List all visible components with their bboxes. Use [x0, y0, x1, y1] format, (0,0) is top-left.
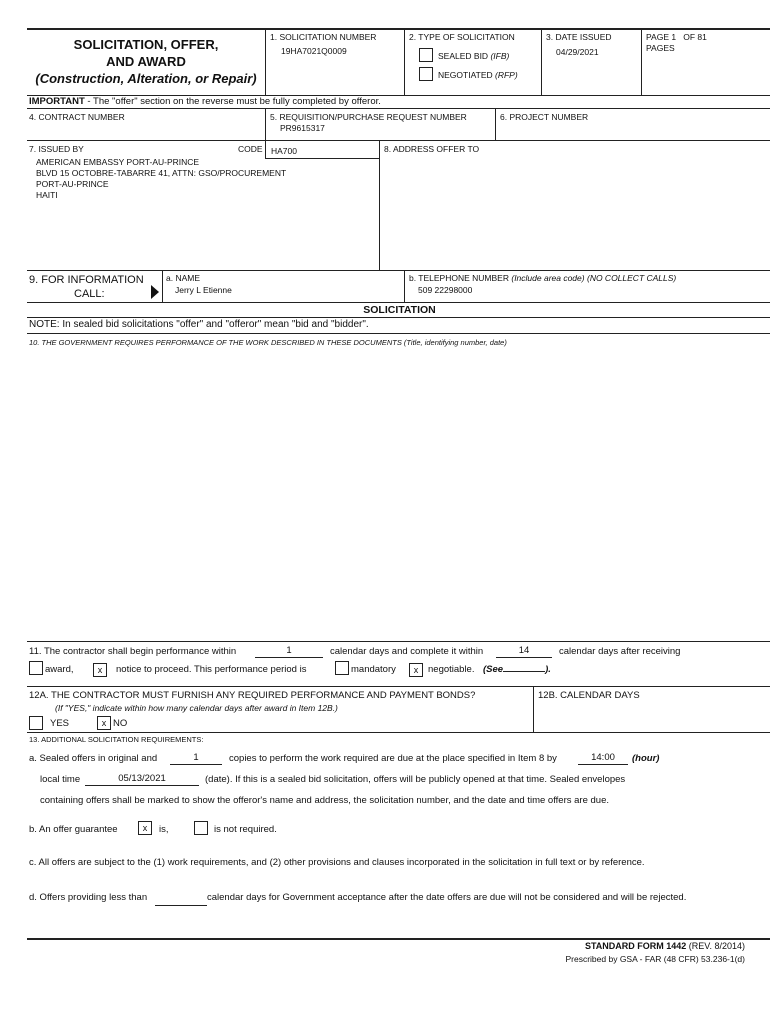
mandatory-label: mandatory	[351, 664, 396, 675]
divider	[27, 270, 770, 271]
box5-label: 5. REQUISITION/PURCHASE REQUEST NUMBER	[270, 112, 467, 122]
bonds-yes-label: YES	[50, 718, 70, 729]
divider	[27, 686, 770, 687]
divider	[162, 270, 163, 302]
date-issued: 04/29/2021	[556, 47, 599, 57]
guarantee-not-checkbox[interactable]	[194, 821, 208, 835]
divider	[27, 732, 770, 733]
item13a-date-text: (date). If this is a sealed bid solicitation, offers will be publicly opened at that time. Sealed envelopes	[205, 774, 626, 785]
phone-number: 509 22298000	[418, 285, 473, 295]
box2-label: 2. TYPE OF SOLICITATION	[409, 32, 515, 42]
item13a-mid: copies to perform the work required are due at the place specified in Item 8 by	[229, 753, 557, 764]
form-title	[27, 36, 265, 87]
solicitation-number: 19HA7021Q0009	[281, 46, 347, 56]
item13c-text: c. All offers are subject to the (1) work requirements, and (2) other provisions and clauses incorporated in the solicitation in full text or by reference.	[29, 857, 645, 868]
page-info: PAGE 1 OF 81 PAGES	[646, 32, 707, 53]
solicitation-heading: SOLICITATION	[363, 304, 436, 316]
box7-label: 7. ISSUED BY	[29, 144, 84, 154]
divider	[495, 108, 496, 140]
award-label: award,	[45, 664, 74, 675]
divider	[27, 641, 770, 642]
item12a-text: 12A. THE CONTRACTOR MUST FURNISH ANY REQUIRED PERFORMANCE AND PAYMENT BONDS?	[29, 690, 476, 701]
item10-text: 10. THE GOVERNMENT REQUIRES PERFORMANCE OF THE WORK DESCRIBED IN THESE DOCUMENTS (Title, identifying number, date)	[29, 338, 507, 347]
guarantee-is-checkbox[interactable]: x	[138, 821, 152, 835]
sealed-bid-checkbox[interactable]	[419, 48, 433, 62]
acceptance-days-field[interactable]	[155, 891, 207, 906]
divider	[27, 333, 770, 334]
negotiated-label: NEGOTIATED (RFP)	[438, 70, 518, 80]
issuer-address	[36, 157, 286, 201]
local-time-label: local time	[40, 774, 81, 785]
form-title-line1: SOLICITATION, OFFER,	[73, 37, 219, 52]
begin-days-field[interactable]: 1	[255, 645, 323, 658]
important-notice: IMPORTANT - The "offer" section on the reverse must be fully completed by offeror.	[29, 96, 381, 107]
form-title-line3: (Construction, Alteration, or Repair)	[35, 71, 257, 86]
negotiable-label: negotiable.	[428, 664, 475, 675]
divider	[27, 108, 770, 109]
negotiable-checkbox[interactable]: x	[409, 663, 423, 677]
divider	[404, 270, 405, 302]
item13a-envelope-text: containing offers shall be marked to show the offeror's name and address, the solicitation number, and the date and time offers are due.	[40, 795, 609, 806]
hour-label: (hour)	[632, 753, 660, 764]
top-border	[27, 28, 770, 30]
hour-field[interactable]: 14:00	[578, 752, 628, 765]
requisition-number: PR9615317	[280, 123, 325, 133]
item13d-end: calendar days for Government acceptance after the date offers are due will not be considered and will be rejected.	[207, 892, 687, 903]
phone-label: b. TELEPHONE NUMBER (Include area code) (NO COLLECT CALLS)	[409, 273, 677, 283]
divider	[265, 28, 266, 95]
address-line: HAITI	[36, 190, 58, 200]
code-label: CODE	[238, 144, 263, 154]
item13-heading: 13. ADDITIONAL SOLICITATION REQUIREMENTS:	[29, 735, 204, 744]
box9-label: 9. FOR INFORMATION CALL:	[29, 274, 144, 300]
item11-line1-mid: calendar days and complete it within	[330, 646, 484, 657]
name-label: a. NAME	[166, 273, 201, 283]
see-label: (See ).	[483, 664, 551, 675]
guarantee-is-label: is,	[159, 824, 169, 835]
footer-border	[27, 938, 770, 940]
divider	[27, 317, 770, 318]
divider	[533, 686, 534, 732]
bonds-no-checkbox[interactable]: x	[97, 716, 111, 730]
bonds-no-label: NO	[113, 718, 128, 729]
mandatory-checkbox[interactable]	[335, 661, 349, 675]
divider	[379, 140, 380, 270]
divider	[265, 108, 266, 140]
divider	[641, 28, 642, 95]
divider	[404, 28, 405, 95]
address-line: AMERICAN EMBASSY PORT-AU-PRINCE	[36, 157, 200, 167]
item13a-start: a. Sealed offers in original and	[29, 753, 158, 764]
item12a-sub: (If "YES," indicate within how many calendar days after award in Item 12B.)	[55, 703, 338, 713]
prescribed-by: Prescribed by GSA - FAR (48 CFR) 53.236-1(d)	[565, 954, 745, 964]
item12b-label: 12B. CALENDAR DAYS	[538, 690, 640, 701]
divider	[27, 140, 770, 141]
complete-days-field[interactable]: 14	[496, 645, 552, 658]
item11-line1-end: calendar days after receiving	[559, 646, 681, 657]
award-checkbox[interactable]	[29, 661, 43, 675]
box8-label: 8. ADDRESS OFFER TO	[384, 144, 480, 154]
form-number: STANDARD FORM 1442 (REV. 8/2014)	[584, 941, 745, 951]
arrow-right-icon	[151, 285, 159, 299]
box4-label: 4. CONTRACT NUMBER	[29, 112, 125, 122]
notice-to-proceed-checkbox[interactable]: x	[93, 663, 107, 677]
box3-label: 3. DATE ISSUED	[546, 32, 612, 42]
item11-line1-start: 11. The contractor shall begin performance within	[29, 646, 237, 657]
divider	[541, 28, 542, 95]
issuer-code: HA700	[271, 146, 297, 156]
negotiated-checkbox[interactable]	[419, 67, 433, 81]
item13b-label: b. An offer guarantee	[29, 824, 118, 835]
address-line: BLVD 15 OCTOBRE-TABARRE 41, ATTN: GSO/PROCUREMENT	[36, 168, 287, 178]
item13d-start: d. Offers providing less than	[29, 892, 148, 903]
divider	[265, 140, 266, 158]
sealed-bid-label: SEALED BID (IFB)	[438, 51, 510, 61]
ntp-label: notice to proceed. This performance period is	[116, 664, 307, 675]
contact-name: Jerry L Etienne	[175, 285, 232, 295]
due-date-field[interactable]: 05/13/2021	[85, 773, 199, 786]
note: NOTE: In sealed bid solicitations "offer" and "offeror" mean "bid and "bidder".	[29, 319, 369, 330]
bonds-yes-checkbox[interactable]	[29, 716, 43, 730]
guarantee-not-label: is not required.	[214, 824, 277, 835]
divider	[27, 302, 770, 303]
box1-label: 1. SOLICITATION NUMBER	[270, 32, 377, 42]
copies-field[interactable]: 1	[170, 752, 222, 765]
address-line: PORT-AU-PRINCE	[36, 179, 109, 189]
box6-label: 6. PROJECT NUMBER	[500, 112, 589, 122]
form-title-line2: AND AWARD	[106, 54, 186, 69]
